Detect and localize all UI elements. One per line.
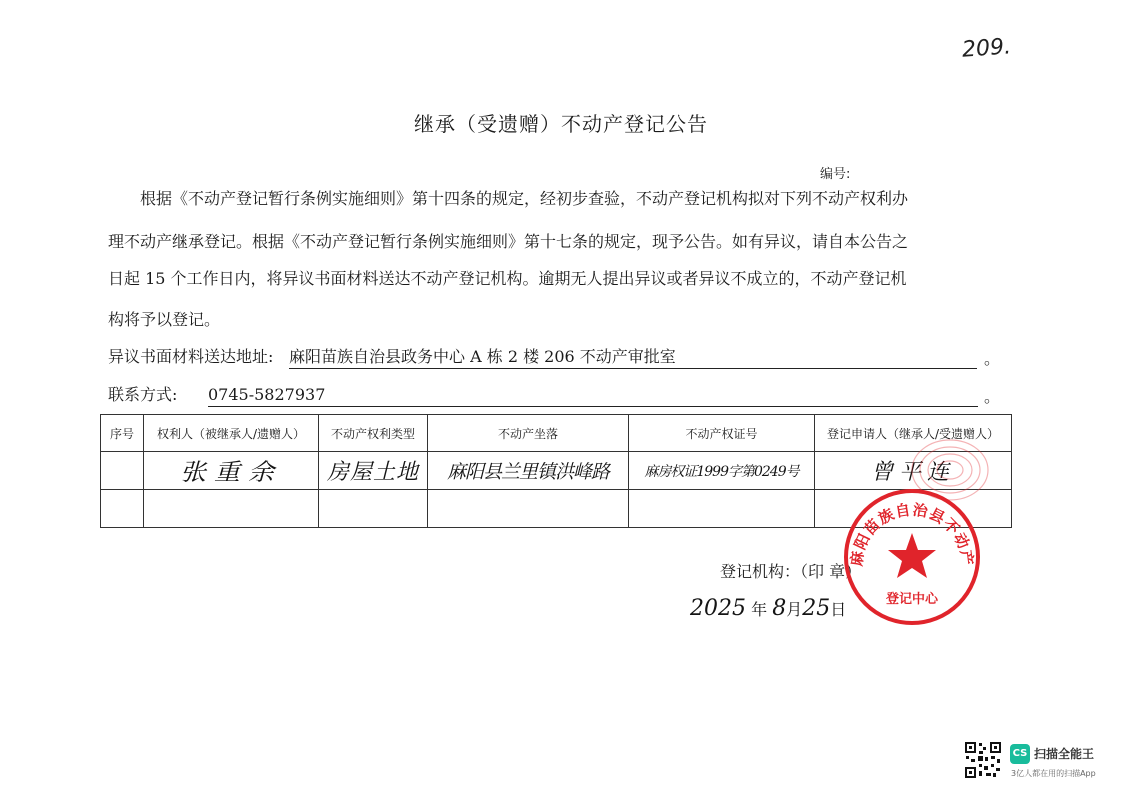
right-type-handwriting: 房屋土地 [326, 460, 419, 485]
date-year-suffix: 年 [746, 600, 768, 619]
cell-right-type [319, 490, 428, 528]
cell-location [428, 490, 629, 528]
cell-cert-no [629, 452, 815, 490]
address-value: 麻阳苗族自治县政务中心 A 栋 2 楼 206 不动产审批室 [289, 346, 977, 369]
body-paragraph-line-4: 构将予以登记。 [108, 310, 221, 329]
body-paragraph-line-2: 理不动产继承登记。根据《不动产登记暂行条例实施细则》第十七条的规定，现予公告。如有异议，请自本公告之 [108, 232, 909, 251]
contact-value: 0745-5827937 [208, 384, 978, 407]
cell-index [101, 490, 144, 528]
table-row [101, 452, 1012, 490]
header-right-type: 不动产权利类型 [319, 415, 428, 452]
date-month-handwriting: 8 [772, 596, 787, 621]
watermark-app-name: 扫描全能王 [1034, 747, 1095, 761]
page-number: 209. [961, 34, 1012, 63]
svg-text:登记中心: 登记中心 [885, 592, 939, 607]
camscanner-logo-icon: CS [1010, 744, 1030, 764]
header-applicant: 登记申请人（继承人/受遗赠人） [815, 415, 1012, 452]
address-label: 异议书面材料送达地址: [108, 347, 274, 366]
official-seal-icon [842, 487, 982, 627]
svg-text:麻阳苗族自治县不动产: 麻阳苗族自治县不动产 [847, 500, 977, 568]
date-year-handwriting: 2025 [690, 596, 746, 621]
contact-end: 。 [984, 387, 1001, 406]
page-title: 继承（受遗赠）不动产登记公告 [414, 112, 708, 136]
cell-holder [144, 490, 319, 528]
cert-no-handwriting: 麻房权证1999字第0249号 [644, 463, 799, 480]
cell-cert-no [629, 490, 815, 528]
registration-org-label: 登记机构：（印 章） [720, 562, 862, 581]
cell-holder [144, 452, 319, 490]
cell-location [428, 452, 629, 490]
header-index: 序号 [101, 415, 144, 452]
registration-date [690, 596, 846, 621]
cell-right-type [319, 452, 428, 490]
address-end: 。 [984, 349, 1001, 368]
date-day-suffix: 日 [830, 600, 847, 619]
location-handwriting: 麻阳县兰里镇洪峰路 [446, 461, 609, 483]
date-month-suffix: 月 [786, 600, 803, 619]
cell-index [101, 452, 144, 490]
applicant-handwriting: 曾平连 [870, 460, 955, 485]
header-holder: 权利人（被继承人/遗赠人） [144, 415, 319, 452]
header-location: 不动产坐落 [428, 415, 629, 452]
body-paragraph-line-1: 根据《不动产登记暂行条例实施细则》第十四条的规定，经初步查验，不动产登记机构拟对下列不动产权利办 [140, 189, 909, 208]
contact-label: 联系方式: [108, 385, 178, 404]
watermark-tagline: 3亿人都在用的扫描App [1011, 769, 1096, 778]
holder-handwriting: 张重余 [179, 459, 282, 487]
body-paragraph-line-3: 日起 15 个工作日内，将异议书面材料送达不动产登记机构。逾期无人提出异议或者异议不成立的，不动产登记机 [108, 269, 907, 288]
date-day-handwriting: 25 [802, 596, 831, 621]
header-cert-no: 不动产权证号 [629, 415, 815, 452]
table-header-row [101, 415, 1012, 452]
serial-number-label: 编号: [820, 167, 851, 182]
qr-code-icon [964, 741, 1002, 779]
